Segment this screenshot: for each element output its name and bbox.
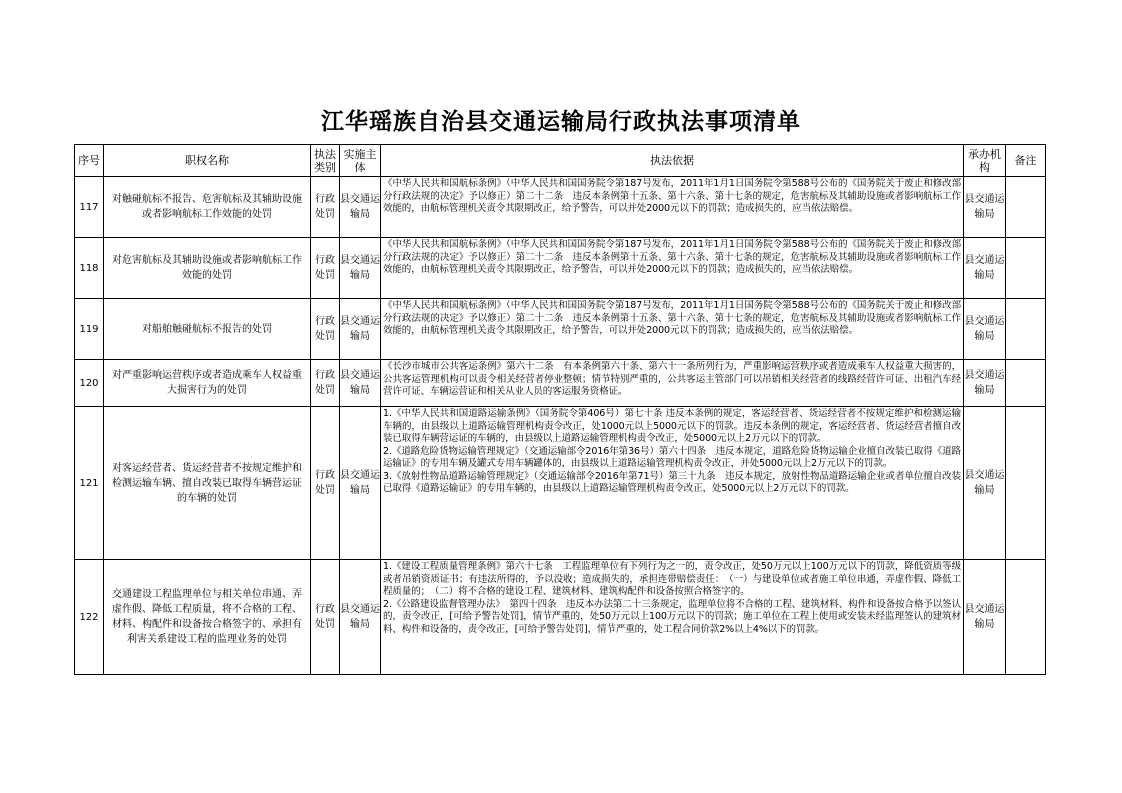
row-note	[1006, 177, 1046, 238]
row-category: 行政处罚	[311, 238, 340, 299]
row-category: 行政处罚	[311, 299, 340, 360]
row-body: 县交通运输局	[340, 560, 381, 675]
table-row	[75, 360, 1046, 407]
basis-paragraph: 1.《中华人民共和国道路运输条例》（国务院令第406号）第七十条 违反本条例的规定，客运经营者、货运经营者不按规定维护和检测运输车辆的，由县级以上道路运输管理机构责令改正，处1000元以上5000元以下的罚款。违反本条例的规定，客运经营者、货运经营者擅自改装已取得车辆营运证的车辆的，由县级以上道路运输管理机构责令改正，处5000元以上2万元以下的罚款。	[383, 408, 961, 444]
basis-paragraph: 1.《建设工程质量管理条例》第六十七条 工程监理单位有下列行为之一的，责令改正，处50万元以上100万元以下的罚款，降低资质等级或者吊销资质证书；有违法所得的，予以没收；造成损失的，承担连带赔偿责任： （一）与建设单位或者施工单位串通，弄虚作假、降低工程质量的； （二）将不合格的建设工程、建筑材料、建筑构配件和设备按照合格签字的。	[383, 561, 961, 597]
row-category: 行政处罚	[311, 407, 340, 560]
row-note	[1006, 360, 1046, 407]
row-name: 对危害航标及其辅助设施或者影响航标工作效能的处罚	[104, 238, 311, 299]
header-note: 备注	[1006, 145, 1046, 177]
table-header-row	[75, 145, 1046, 177]
header-basis: 执法依据	[381, 145, 964, 177]
header-category: 执法类别	[311, 145, 340, 177]
row-name: 对船舶触碰航标不报告的处罚	[104, 299, 311, 360]
row-basis	[381, 360, 964, 407]
row-note	[1006, 299, 1046, 360]
basis-paragraph: 3.《放射性物品道路运输管理规定》（交通运输部令2016年第71号）第三十九条 违反本规定，放射性物品道路运输企业或者单位擅自改装已取得《道路运输证》的专用车辆的，由县级以上道路运输管理机构责令改正，处5000元以上2万元以下的罚款。	[383, 470, 961, 494]
row-org: 县交通运输局	[964, 238, 1006, 299]
row-no: 122	[75, 560, 104, 675]
row-org: 县交通运输局	[964, 177, 1006, 238]
table-row	[75, 177, 1046, 238]
row-category: 行政处罚	[311, 177, 340, 238]
row-name: 对严重影响运营秩序或者造成乘车人权益重大损害行为的处罚	[104, 360, 311, 407]
table-row	[75, 560, 1046, 675]
row-category: 行政处罚	[311, 360, 340, 407]
row-no: 119	[75, 299, 104, 360]
basis-paragraph: 《中华人民共和国航标条例》（中华人民共和国国务院令第187号发布，2011年1月1日国务院令第588号公布的《国务院关于废止和修改部分行政法规的决定》予以修正）第二十二条 违反本条例第十五条、第十六条、第十七条的规定，危害航标及其辅助设施或者影响航标工作效能的，由航标管理机关责令其限期改正，给予警告，可以并处2000元以下的罚款；造成损失的，应当依法赔偿。	[383, 239, 961, 275]
row-note	[1006, 407, 1046, 560]
table-row	[75, 407, 1046, 560]
basis-paragraph: 2.《公路建设监督管理办法》 第四十四条 违反本办法第二十三条规定，监理单位将不合格的工程、建筑材料、构件和设备按合格予以签认的，责令改正，[可给予警告处罚]，情节严重的，处50万元以上100万元以下的罚款；施工单位在工程上使用或安装未经监理签认的建筑材料、构件和设备的，责令改正，[可给予警告处罚]，情节严重的，处工程合同价款2%以上4%以下的罚款。	[383, 598, 961, 635]
row-basis	[381, 560, 964, 675]
basis-paragraph: 《中华人民共和国航标条例》（中华人民共和国国务院令第187号发布，2011年1月1日国务院令第588号公布的《国务院关于废止和修改部分行政法规的决定》予以修正）第二十二条 违反本条例第十五条、第十六条、第十七条的规定，危害航标及其辅助设施或者影响航标工作效能的，由航标管理机关责令其限期改正，给予警告，可以并处2000元以下的罚款；造成损失的，应当依法赔偿。	[383, 178, 961, 214]
row-body: 县交通运输局	[340, 177, 381, 238]
row-no: 118	[75, 238, 104, 299]
document-title: 江华瑶族自治县交通运输局行政执法事项清单	[321, 108, 801, 135]
basis-paragraph: 《中华人民共和国航标条例》（中华人民共和国国务院令第187号发布，2011年1月1日国务院令第588号公布的《国务院关于废止和修改部分行政法规的决定》予以修正）第二十二条 违反本条例第十五条、第十六条、第十七条的规定，危害航标及其辅助设施或者影响航标工作效能的，由航标管理机关责令其限期改正，给予警告，可以并处2000元以下的罚款；造成损失的，应当依法赔偿。	[383, 300, 961, 336]
row-no: 117	[75, 177, 104, 238]
row-no: 120	[75, 360, 104, 407]
row-name-text: 交通建设工程监理单位与相关单位串通、弄虚作假、降低工程质量，将不合格的工程、材料、构配件和设备按合格签字的、承担有利害关系建设工程的监理业务的处罚	[112, 589, 302, 645]
row-org: 县交通运输局	[964, 360, 1006, 407]
row-basis	[381, 407, 964, 560]
basis-paragraph: 2.《道路危险货物运输管理规定》（交通运输部令2016年第36号）第六十四条 违反本规定，道路危险货物运输企业擅自改装已取得《道路运输证》的专用车辆及罐式专用车辆罐体的，由县级以上道路运输管理机构责令改正，并处5000元以上2万元以下的罚款。	[383, 445, 961, 469]
row-note	[1006, 238, 1046, 299]
header-name: 职权名称	[104, 145, 311, 177]
row-org: 县交通运输局	[964, 407, 1006, 560]
header-no: 序号	[75, 145, 104, 177]
row-name	[104, 560, 311, 675]
row-basis	[381, 238, 964, 299]
row-basis	[381, 177, 964, 238]
row-no: 121	[75, 407, 104, 560]
row-name: 对触碰航标不报告、危害航标及其辅助设施或者影响航标工作效能的处罚	[104, 177, 311, 238]
basis-paragraph: 《长沙市城市公共客运条例》第六十二条 有本条例第六十条、第六十一条所列行为，严重影响运营秩序或者造成乘车人权益重大损害的，公共客运管理机构可以责令相关经营者停业整顿；情节特别严重的，公共客运主管部门可以吊销相关经营者的线路经营许可证、出租汽车经营许可证、车辆运营证和相关从业人员的客运服务资格证。	[383, 361, 961, 397]
row-category: 行政处罚	[311, 560, 340, 675]
row-basis	[381, 299, 964, 360]
row-name: 对客运经营者、货运经营者不按规定维护和检测运输车辆、擅自改装已取得车辆营运证的车辆的处罚	[104, 407, 311, 560]
row-body: 县交通运输局	[340, 360, 381, 407]
row-body: 县交通运输局	[340, 299, 381, 360]
row-body: 县交通运输局	[340, 407, 381, 560]
table-row	[75, 299, 1046, 360]
row-note	[1006, 560, 1046, 675]
row-body: 县交通运输局	[340, 238, 381, 299]
header-org: 承办机构	[964, 145, 1006, 177]
row-org: 县交通运输局	[964, 299, 1006, 360]
table-row	[75, 238, 1046, 299]
header-body: 实施主体	[340, 145, 381, 177]
enforcement-items-table	[74, 144, 1046, 675]
row-org: 县交通运输局	[964, 560, 1006, 675]
